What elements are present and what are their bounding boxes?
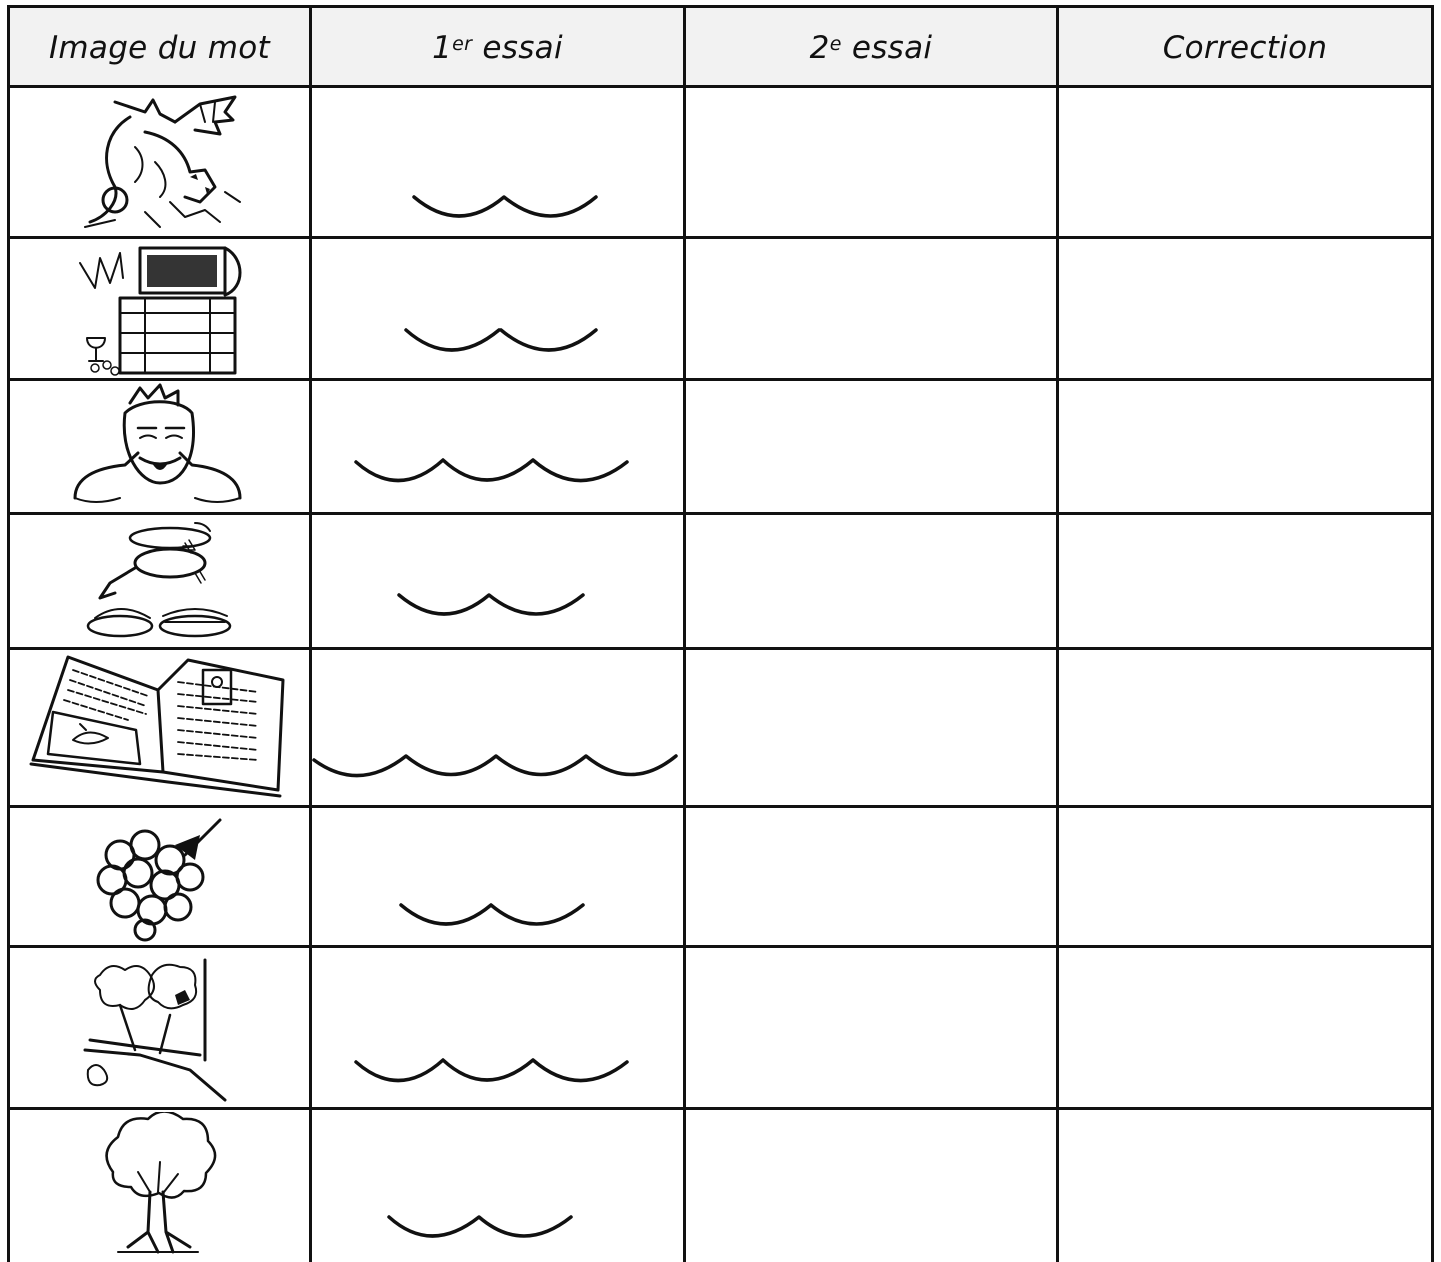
treasure-chest-icon bbox=[75, 243, 245, 378]
header-label: Correction bbox=[1162, 30, 1328, 66]
dragon-icon bbox=[75, 92, 245, 232]
syllable-arcs bbox=[311, 180, 683, 230]
row-divider bbox=[7, 236, 1434, 239]
pancakes-icon bbox=[85, 518, 235, 643]
syllable-arcs bbox=[311, 738, 683, 783]
syllable-arcs bbox=[311, 318, 683, 363]
row-divider bbox=[7, 805, 1434, 808]
column-divider bbox=[683, 5, 686, 1262]
open-book-icon bbox=[28, 652, 288, 800]
row-divider bbox=[7, 378, 1434, 381]
header-label: essai bbox=[841, 30, 933, 66]
column-divider bbox=[7, 5, 10, 1262]
header-superscript: er bbox=[452, 33, 473, 55]
row-divider bbox=[7, 512, 1434, 515]
row-divider bbox=[7, 945, 1434, 948]
column-divider bbox=[1056, 5, 1059, 1262]
syllable-arcs bbox=[311, 1050, 683, 1095]
syllable-arcs bbox=[311, 1205, 683, 1250]
row-divider bbox=[7, 1107, 1434, 1110]
column-divider bbox=[1431, 5, 1434, 1262]
header-label: Image du mot bbox=[48, 30, 271, 66]
header-image-du-mot bbox=[10, 8, 309, 88]
header-label: essai bbox=[472, 30, 563, 66]
syllable-arcs bbox=[311, 895, 683, 940]
row-divider bbox=[7, 647, 1434, 650]
syllable-arcs bbox=[311, 585, 683, 630]
tree-branch-icon bbox=[80, 955, 230, 1103]
header-label: 2 bbox=[809, 30, 830, 66]
syllable-arcs bbox=[311, 450, 683, 495]
header-superscript: e bbox=[829, 33, 842, 55]
boy-grimace-icon bbox=[70, 383, 245, 511]
blackberry-icon bbox=[90, 815, 230, 943]
tree-icon bbox=[98, 1112, 218, 1260]
header-correction bbox=[1059, 8, 1431, 88]
header-first-attempt bbox=[312, 8, 683, 88]
header-second-attempt bbox=[686, 8, 1056, 88]
header-label: 1 bbox=[432, 30, 453, 66]
